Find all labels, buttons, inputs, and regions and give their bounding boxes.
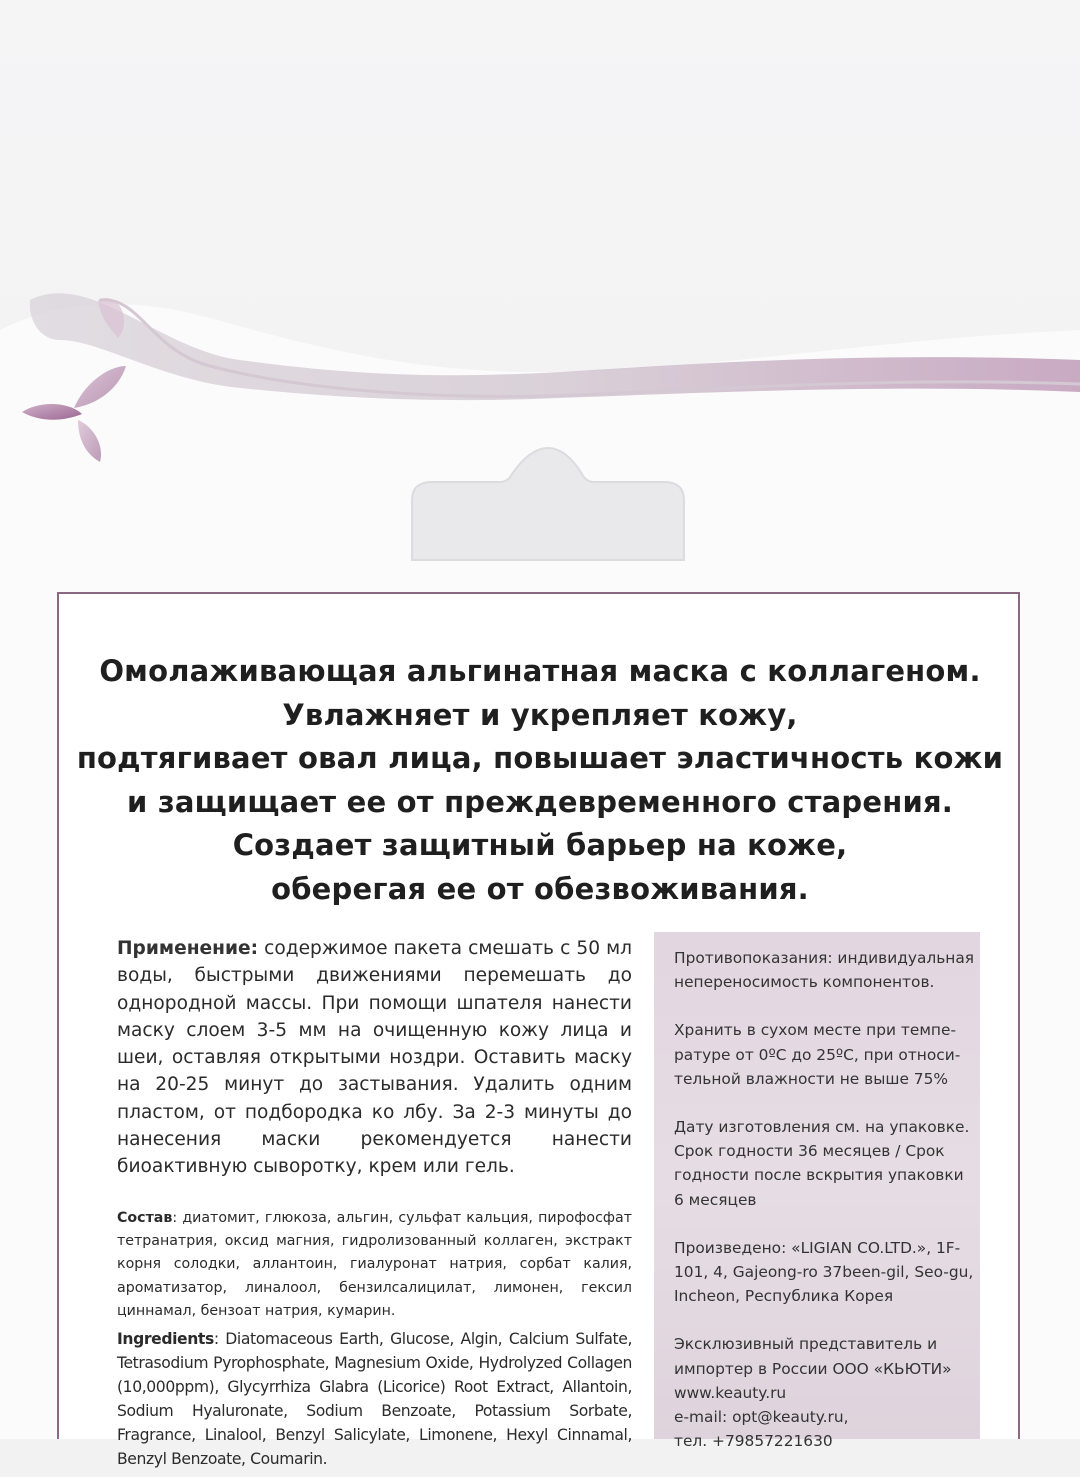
manufacturer (674, 1236, 974, 1309)
usage-label: Применение: (117, 938, 259, 959)
info-line: 6 месяцев (674, 1190, 757, 1209)
ingredients-text: : Diatomaceous Earth, Glucose, Algin, Calcium Sulfate, Tetrasodium Pyrophosphate, Magnesium Oxide, Hydrolyzed Collagen (10,000ppm), Glycyrrhiza Glabra (Licorice) Root Extract, Allantoin, Sodium Hyaluronate, Sodium Benzoate, Potassium Sorbate, Fragrance, Linalool, Benzyl Salicylate, Limonene, Hexyl Cinnamal, Benzyl Benzoate, Coumarin. (117, 1330, 632, 1469)
info-line: Дату изготовления см. на упаковке. (674, 1118, 970, 1137)
headline-line: Увлажняет и укрепляет кожу, (282, 697, 798, 732)
headline-line: подтягивает овал лица, повышает эластичность кожи (76, 741, 1004, 775)
email: e-mail: opt@keauty.ru, (674, 1408, 849, 1427)
info-line: Произведено: «LIGIAN CO.LTD.», 1F- (674, 1238, 961, 1257)
info-line: ратуре от 0ºС до 25ºС, при относи- (674, 1045, 961, 1064)
info-line: Срок годности 36 месяцев / Срок (674, 1142, 945, 1161)
headline-line: Омолаживающая альгинатная маска с коллагеном. (99, 654, 981, 688)
info-line: 101, 4, Gajeong-ro 37been-gil, Seo-gu, (674, 1263, 974, 1282)
composition-label: Состав (117, 1210, 173, 1226)
headline-line: и защищает ее от преждевременного старения. (127, 784, 953, 819)
info-line: Incheon, Республика Корея (674, 1287, 894, 1306)
info-line: импортер в России ООО «КЬЮТИ» (674, 1359, 952, 1378)
headline-line: Создает защитный барьер на коже, (232, 828, 848, 862)
ingredients-label: Ingredients (117, 1330, 214, 1348)
headline-line: оберегая ее от обезвоживания. (271, 871, 809, 906)
info-line: Хранить в сухом месте при темпе- (674, 1021, 957, 1040)
usage-text: содержимое пакета смешать с 50 мл воды, быстрыми движениями перемешать до однородной массы. При помощи шпателя нанести маску слоем 3-5 мм на очищенную кожу лица и шеи, оставляя открытыми ноздри. Оставить маску на 20-25 минут до застывания. Удалить одним пластом, от подбородка ко лбу. За 2-3 минуты до нанесения маски рекомендуется нанести биоактивную сыворотку, крем или гель. (117, 938, 632, 1178)
website: www.keauty.ru (674, 1383, 787, 1402)
info-line: годности после вскрытия упаковки (674, 1166, 964, 1185)
info-line: непереносимость компонентов. (674, 973, 935, 992)
side-info (674, 946, 975, 1477)
distributor (674, 1332, 964, 1453)
shelf-life (674, 1115, 970, 1212)
composition-ru (117, 1207, 632, 1323)
info-line: Эксклюзивный представитель и (674, 1335, 938, 1354)
composition-text: : диатомит, глюкоза, альгин, сульфат кальция, пирофосфат тетранатрия, оксид магния, гидролизованный коллаген, экстракт корня солодки, аллантоин, гиалуронат натрия, сорбат калия, ароматизатор, линалоол, бензилсалицилат, лимонен, гексил циннамал, бензоат натрия, кумарин. (117, 1210, 632, 1319)
info-line: тельной влажности не выше 75% (674, 1069, 949, 1088)
info-line: Противопоказания: индивидуальная (674, 949, 975, 967)
storage-conditions (674, 1018, 964, 1091)
usage-instructions (117, 935, 632, 1181)
ingredients-en (117, 1327, 632, 1472)
contraindications (674, 946, 975, 994)
headline (60, 650, 1020, 911)
phone: тел. +79857221630 (674, 1432, 833, 1451)
